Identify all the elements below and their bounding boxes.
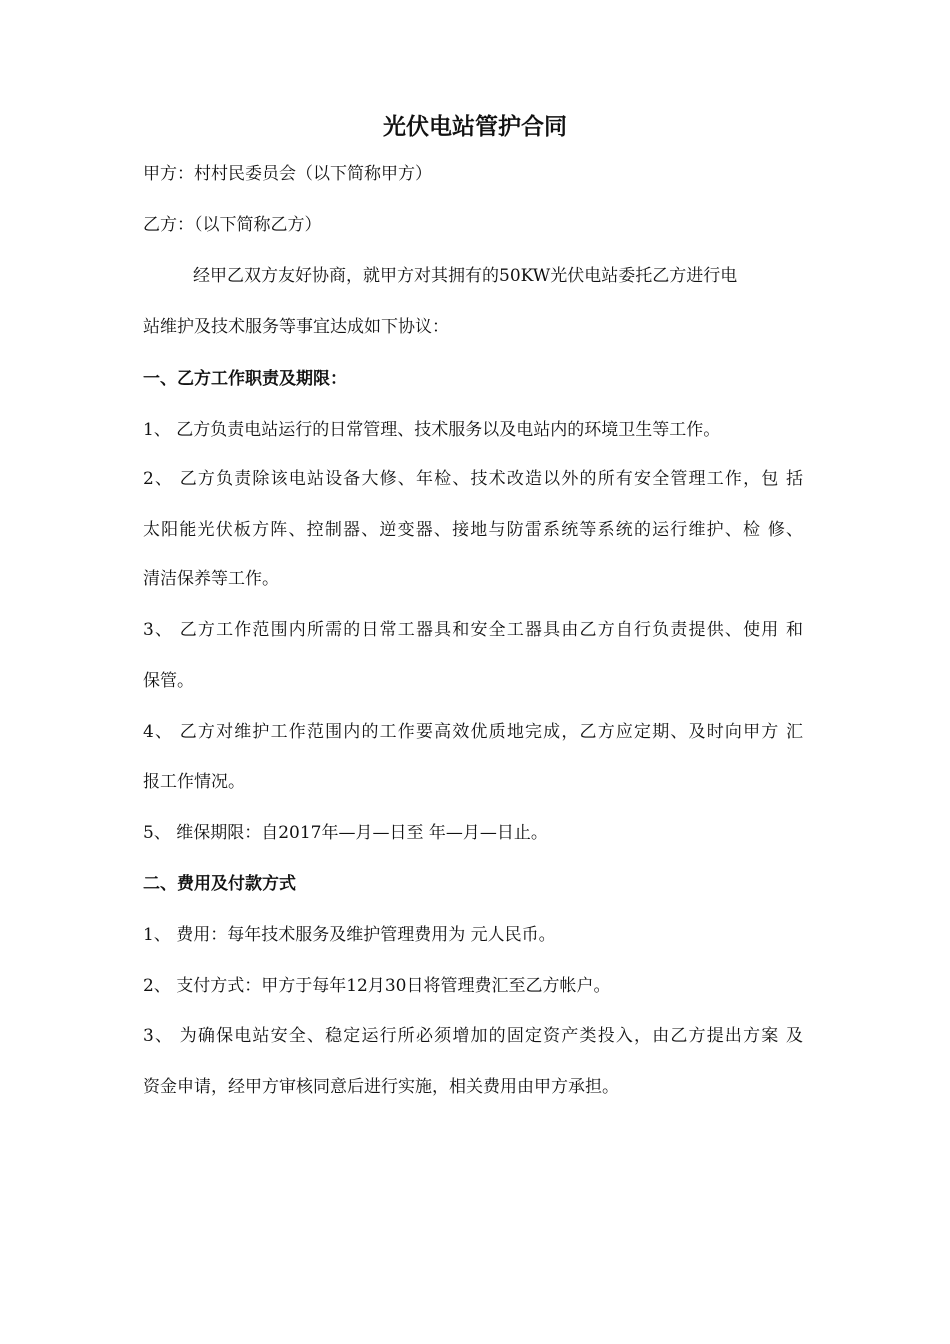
section-1-item-2-line-1: 2、 乙方负责除该电站设备大修、年检、技术改造以外的所有安全管理工作，包 括 [143, 469, 803, 489]
party-b-line: 乙方：（以下简称乙方） [143, 215, 322, 235]
section-1-item-3-line-1: 3、 乙方工作范围内所需的日常工器具和安全工器具由乙方自行负责提供、使用 和 [143, 620, 803, 640]
section-1-item-3-line-2: 保管。 [143, 671, 194, 691]
section-1-item-1: 1、 乙方负责电站运行的日常管理、技术服务以及电站内的环境卫生等工作。 [143, 420, 721, 440]
section-2-item-3-line-2: 资金申请，经甲方审核同意后进行实施，相关费用由甲方承担。 [143, 1077, 619, 1097]
section-1-heading: 一、乙方工作职责及期限： [143, 369, 347, 389]
intro-line-2: 站维护及技术服务等事宜达成如下协议： [143, 317, 449, 337]
section-1-item-4-line-1: 4、 乙方对维护工作范围内的工作要高效优质地完成，乙方应定期、及时向甲方 汇 [143, 722, 803, 742]
document-title: 光伏电站管护合同 [383, 114, 567, 140]
section-1-item-5: 5、 维保期限：自2017年—月—日至 年—月—日止。 [143, 823, 548, 843]
section-1-item-2-line-3: 清洁保养等工作。 [143, 569, 279, 589]
section-2-heading: 二、费用及付款方式 [143, 874, 296, 894]
intro-line-1: 经甲乙双方友好协商，就甲方对其拥有的50KW光伏电站委托乙方进行电 [193, 266, 738, 286]
party-a-line: 甲方：村村民委员会（以下简称甲方） [143, 164, 432, 184]
section-2-item-1: 1、 费用：每年技术服务及维护管理费用为 元人民币。 [143, 925, 556, 945]
section-2-item-3-line-1: 3、 为确保电站安全、稳定运行所必须增加的固定资产类投入，由乙方提出方案 及 [143, 1026, 803, 1046]
section-2-item-2: 2、 支付方式：甲方于每年12月30日将管理费汇至乙方帐户。 [143, 976, 611, 996]
section-1-item-4-line-2: 报工作情况。 [143, 772, 245, 792]
section-1-item-2-line-2: 太阳能光伏板方阵、控制器、逆变器、接地与防雷系统等系统的运行维护、检 修、 [143, 520, 803, 540]
